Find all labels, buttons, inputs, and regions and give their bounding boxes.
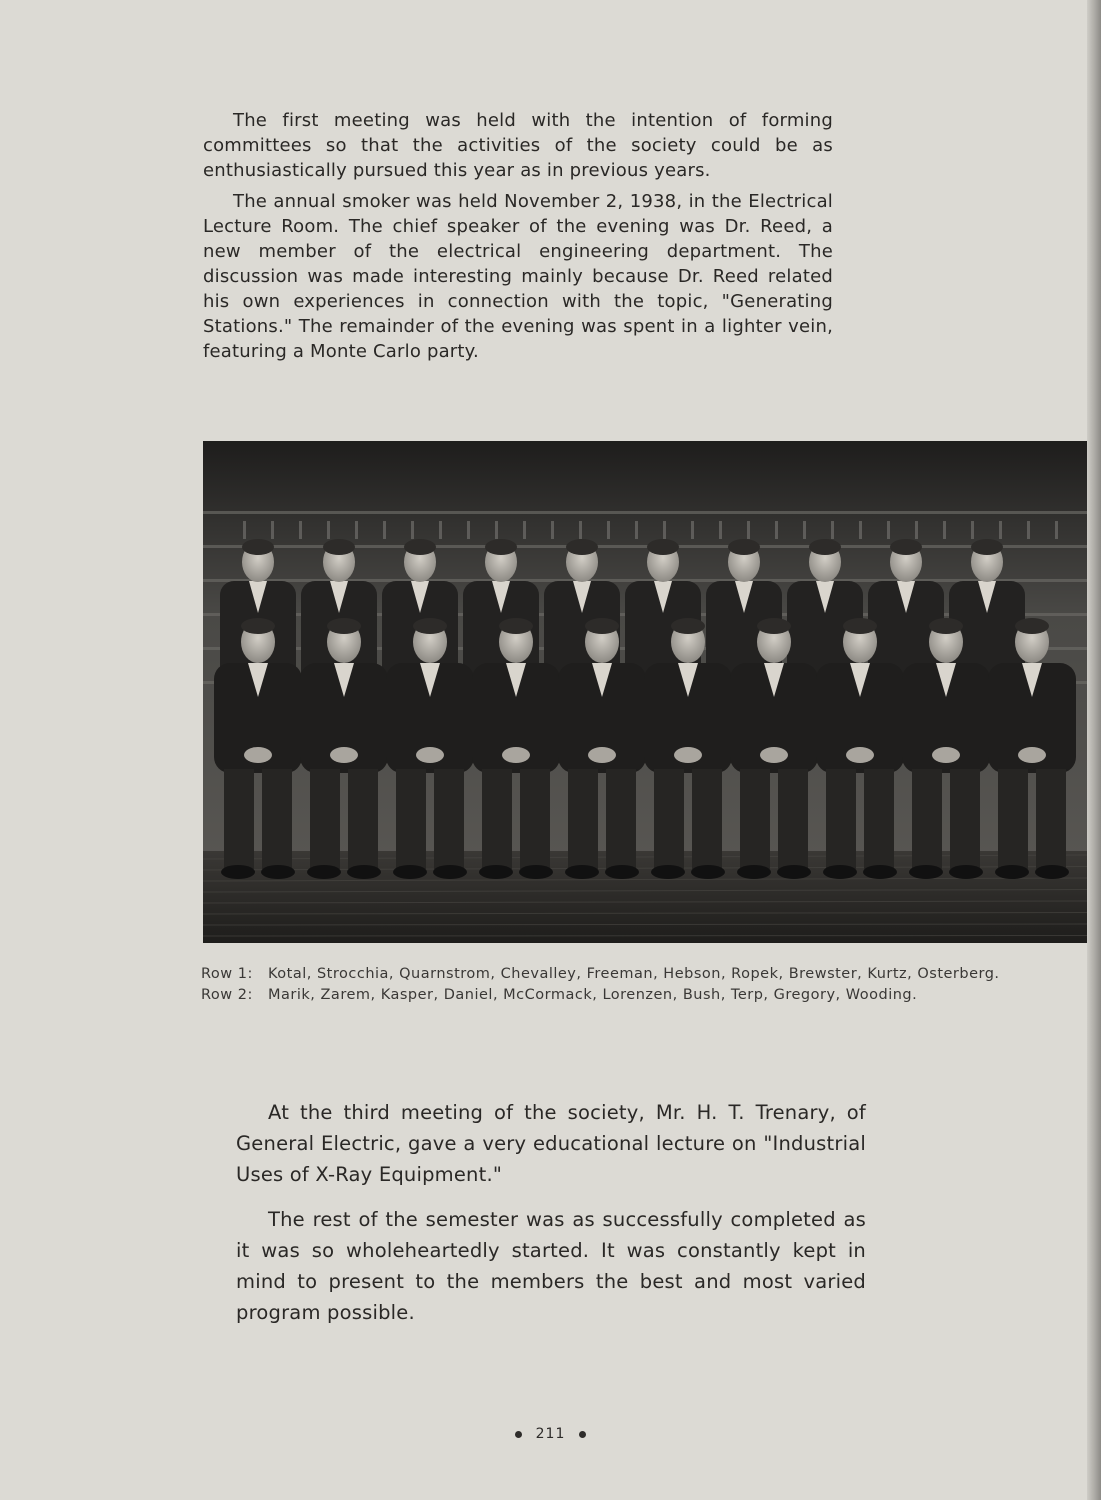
standing-person-hair bbox=[647, 539, 679, 555]
seated-person-leg-left bbox=[568, 769, 598, 869]
bleacher-post bbox=[607, 521, 610, 539]
seated-person-shoe-left bbox=[737, 865, 771, 879]
bleacher-step bbox=[203, 511, 1087, 514]
bleacher-post bbox=[691, 521, 694, 539]
bleacher-post bbox=[971, 521, 974, 539]
bleacher-post bbox=[299, 521, 302, 539]
page-edge-shadow bbox=[1087, 0, 1101, 1500]
bleacher-post bbox=[551, 521, 554, 539]
seated-person-shoe-right bbox=[1035, 865, 1069, 879]
seated-person-leg-right bbox=[778, 769, 808, 869]
seated-person-hair bbox=[413, 618, 447, 634]
seated-person-leg-right bbox=[864, 769, 894, 869]
seated-person-hands bbox=[502, 747, 530, 763]
bleacher-post bbox=[243, 521, 246, 539]
seated-person-shoe-right bbox=[863, 865, 897, 879]
seated-person-hair bbox=[327, 618, 361, 634]
page-number: 211 bbox=[535, 1426, 566, 1442]
seated-person-shoe-left bbox=[393, 865, 427, 879]
seated-person-hands bbox=[330, 747, 358, 763]
seated-person-hair bbox=[843, 618, 877, 634]
seated-person-shoe-left bbox=[221, 865, 255, 879]
bleacher-post bbox=[635, 521, 638, 539]
seated-person-shoe-right bbox=[261, 865, 295, 879]
seated-person-leg-left bbox=[998, 769, 1028, 869]
standing-person-hair bbox=[971, 539, 1003, 555]
seated-person-shoe-right bbox=[519, 865, 553, 879]
group-photograph bbox=[203, 441, 1087, 943]
seated-person-shoe-left bbox=[479, 865, 513, 879]
footer-dot-right bbox=[579, 1431, 586, 1438]
standing-person-hair bbox=[728, 539, 760, 555]
bleacher-post bbox=[439, 521, 442, 539]
seated-person-leg-right bbox=[606, 769, 636, 869]
bleacher-post bbox=[495, 521, 498, 539]
seated-person-shoe-right bbox=[433, 865, 467, 879]
seated-person-hair bbox=[671, 618, 705, 634]
page-footer bbox=[0, 1426, 1101, 1442]
seated-person-leg-left bbox=[482, 769, 512, 869]
bleacher-post bbox=[355, 521, 358, 539]
bleacher-post bbox=[1055, 521, 1058, 539]
seated-person-shoe-right bbox=[949, 865, 983, 879]
seated-person-hands bbox=[932, 747, 960, 763]
floorboard-line bbox=[203, 936, 1087, 937]
bleacher-post bbox=[579, 521, 582, 539]
caption-row-1-label: Row 1: bbox=[201, 966, 253, 982]
bleacher-post bbox=[383, 521, 386, 539]
seated-person-shoe-left bbox=[823, 865, 857, 879]
bleacher-post bbox=[719, 521, 722, 539]
caption-row-2-label: Row 2: bbox=[201, 987, 253, 1003]
seated-person-leg-right bbox=[262, 769, 292, 869]
seated-person-shoe-right bbox=[605, 865, 639, 879]
bleacher-post bbox=[747, 521, 750, 539]
seated-person-leg-right bbox=[434, 769, 464, 869]
bleacher-post bbox=[915, 521, 918, 539]
standing-person-hair bbox=[566, 539, 598, 555]
caption-row-1 bbox=[201, 966, 1000, 982]
seated-person-hands bbox=[760, 747, 788, 763]
bleacher-post bbox=[887, 521, 890, 539]
seated-person-leg-left bbox=[310, 769, 340, 869]
bleacher-post bbox=[943, 521, 946, 539]
bleacher-post bbox=[1027, 521, 1030, 539]
seated-person-hair bbox=[241, 618, 275, 634]
caption-row-2-names: Marik, Zarem, Kasper, Daniel, McCormack, Lorenzen, Bush, Terp, Gregory, Wooding. bbox=[268, 987, 918, 1003]
seated-person-leg-left bbox=[654, 769, 684, 869]
seated-person-leg-right bbox=[692, 769, 722, 869]
group-photo-image bbox=[203, 441, 1087, 943]
seated-person-hands bbox=[846, 747, 874, 763]
seated-person-shoe-left bbox=[565, 865, 599, 879]
bleacher-post bbox=[467, 521, 470, 539]
bleacher-post bbox=[999, 521, 1002, 539]
bleacher-post bbox=[775, 521, 778, 539]
seated-person-hair bbox=[929, 618, 963, 634]
seated-person-hands bbox=[588, 747, 616, 763]
seated-person-hair bbox=[757, 618, 791, 634]
seated-person-leg-right bbox=[950, 769, 980, 869]
seated-person-leg-left bbox=[224, 769, 254, 869]
seated-person-shoe-right bbox=[691, 865, 725, 879]
bleacher-post bbox=[411, 521, 414, 539]
bleacher-post bbox=[663, 521, 666, 539]
footer-dot-left bbox=[515, 1431, 522, 1438]
paragraph-rest-of-semester: The rest of the semester was as successfully completed as it was so wholeheartedly started. It was constantly kept in mind to present to the members the best and most varied program possible. bbox=[236, 1208, 866, 1324]
bleacher-post bbox=[327, 521, 330, 539]
bleacher-post bbox=[859, 521, 862, 539]
bleacher-post bbox=[523, 521, 526, 539]
seated-person-shoe-right bbox=[347, 865, 381, 879]
seated-person-hands bbox=[1018, 747, 1046, 763]
standing-person-hair bbox=[242, 539, 274, 555]
seated-person-hair bbox=[1015, 618, 1049, 634]
seated-person-shoe-left bbox=[995, 865, 1029, 879]
seated-person-leg-left bbox=[740, 769, 770, 869]
standing-person-hair bbox=[323, 539, 355, 555]
standing-person-hair bbox=[485, 539, 517, 555]
seated-person-shoe-left bbox=[651, 865, 685, 879]
seated-person-shoe-right bbox=[777, 865, 811, 879]
seated-person-hair bbox=[499, 618, 533, 634]
seated-person-leg-right bbox=[520, 769, 550, 869]
seated-person-leg-left bbox=[826, 769, 856, 869]
seated-person-hands bbox=[244, 747, 272, 763]
standing-person-hair bbox=[404, 539, 436, 555]
seated-person-shoe-left bbox=[307, 865, 341, 879]
seated-person-leg-right bbox=[1036, 769, 1066, 869]
seated-person-leg-left bbox=[912, 769, 942, 869]
paragraph-annual-smoker: The annual smoker was held November 2, 1938, in the Electrical Lecture Room. The chief speaker of the evening was Dr. Reed, a new member of the electrical engineering department. The discussion was made interesting mainly because Dr. Reed related his own experiences in connection with the topic, "Generating Stations." The remainder of the evening was spent in a lighter vein, featuring a Monte Carlo party. bbox=[203, 191, 833, 362]
paragraph-third-meeting: At the third meeting of the society, Mr. H. T. Trenary, of General Electric, gave a very educational lecture on "Industrial Uses of X-Ray Equipment." bbox=[236, 1101, 866, 1186]
bleacher-post bbox=[831, 521, 834, 539]
standing-person-hair bbox=[890, 539, 922, 555]
caption-row-1-names: Kotal, Strocchia, Quarnstrom, Chevalley, Freeman, Hebson, Ropek, Brewster, Kurtz, Osterberg. bbox=[268, 966, 1000, 982]
seated-person-hands bbox=[416, 747, 444, 763]
seated-person-hands bbox=[674, 747, 702, 763]
bleacher-post bbox=[271, 521, 274, 539]
seated-person-leg-left bbox=[396, 769, 426, 869]
seated-person-hair bbox=[585, 618, 619, 634]
paragraph-first-meeting: The first meeting was held with the intention of forming committees so that the activities of the society could be as enthusiastically pursued this year as in previous years. bbox=[203, 110, 833, 181]
seated-person-leg-right bbox=[348, 769, 378, 869]
caption-row-2 bbox=[201, 987, 917, 1003]
standing-person-hair bbox=[809, 539, 841, 555]
bleacher-post bbox=[803, 521, 806, 539]
seated-person-shoe-left bbox=[909, 865, 943, 879]
